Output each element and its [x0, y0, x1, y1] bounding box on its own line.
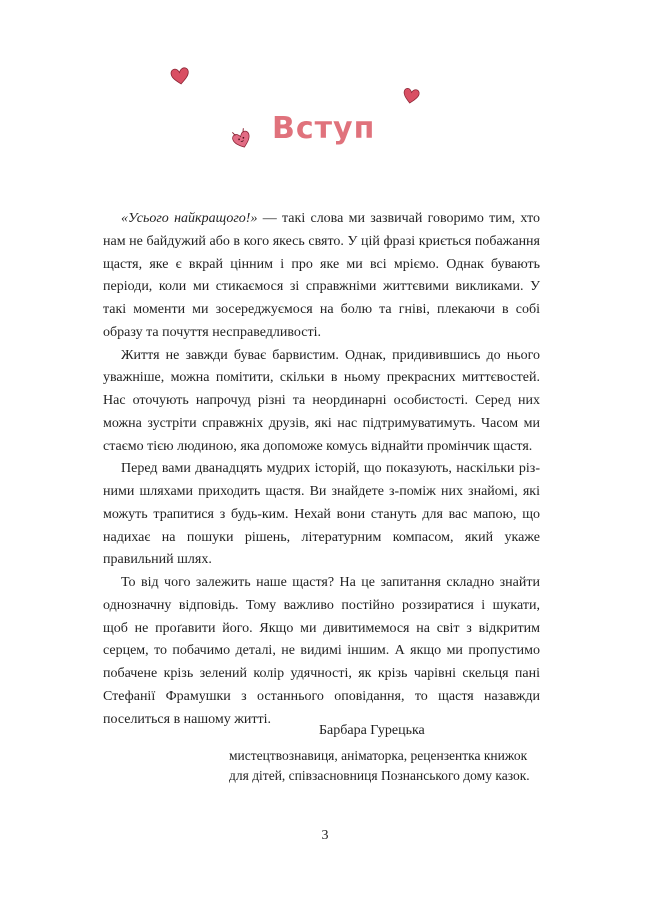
paragraph: Життя не завжди буває барвистим. Однак, придивившись до нього уважніше, можна помітити, скільки в ньому прекрасних миттєвостей. Нас оточують напрочуд різні та неординарні особистості. Серед них можна зустріти справжніх друзів, які нас підтримуватимуть. Часом ми стаємо тією людиною, яка допоможе комусь віднайти промінчик щастя. [103, 347, 540, 454]
page-number: 3 [321, 828, 329, 843]
author-name: Барбара Гурецька [319, 723, 425, 738]
paragraph [103, 208, 540, 345]
author-role [200, 746, 530, 787]
paragraph: Перед вами дванадцять мудрих історій, що показують, наскільки різними шляхами приходить щастя. Ви знайдете з-поміж них знайомі, які можуть трапитися з будь-ким. Нехай вони стануть для вас мапою, що надихає на пошуки рішень, літературним компасом, який укаже правильний шлях. [103, 461, 540, 568]
author-role-line: мистецтвознавиця, аніматорка, рецензентка книжок [229, 747, 528, 763]
heart-icon [169, 65, 192, 88]
heart-face-icon [228, 125, 255, 153]
opening-quote: «Усього найкращого!» [121, 211, 258, 226]
heart-icon [400, 85, 421, 107]
author-signature [200, 721, 530, 787]
page-title: Вступ [272, 111, 376, 146]
author-role-line: для дітей, співзасновниця Познанського дому казок. [229, 768, 530, 783]
introduction-text [103, 208, 540, 731]
paragraph-text: — такі слова ми зазвичай говоримо тим, хто нам не байдужий або в кого якесь свято. У цій фразі криється побажання щастя, яке є вкрай цінним і про яке ми всі мріємо. Однак бувають періоди, коли ми стикаємося зі справжніми життєвими викликами. У такі моменти ми зосереджуємося на болю та гніві, плекаючи в собі образу та почуття несправедливості. [103, 211, 540, 340]
paragraph: То від чого залежить наше щастя? На це запитання складно знайти однозначну відповідь. Тому важливо постійно роззиратися і шукати, щоб не проґавити його. Якщо ми дивитимемося на світ з відкритим серцем, то побачимо деталі, не видимі іншим. А якщо ми пропустимо побачене крізь зелений колір удячності, як крізь чарівні скельця пані Стефанії Фрамушки з останнього оповідання, то щастя назавжди поселиться в нашому житті. [103, 575, 540, 727]
